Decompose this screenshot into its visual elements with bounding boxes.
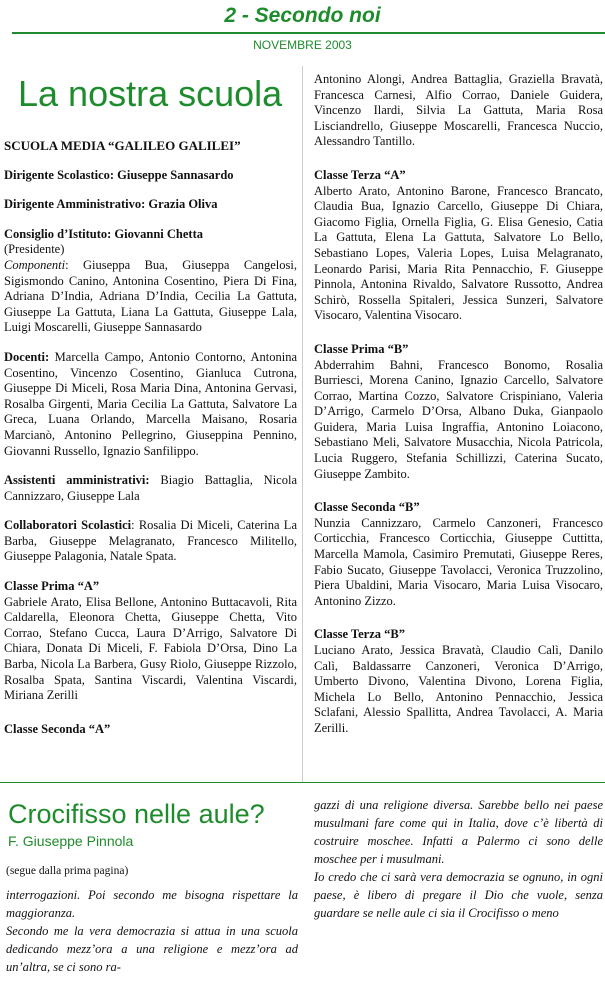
issue-date: NOVEMBRE 2003 bbox=[253, 38, 352, 52]
classe-3a-list: Alberto Arato, Antonino Barone, Francesco Brancato, Claudia Bua, Ignazio Carcello, Giuseppe Di Chiara, Giacomo Figlia, Ornella Figlia, G. Elisa Genesio, Catia La Gattuta, Elena La Gattuta, Salvatore Lo Bello, Sebastiano Lopes, Valeria Lopes, Luisa Melagranato, Leonardo Parisi, Maria Rita Pennacchio, F. Giuseppe Pinnola, Antonina Rivaldo, Salvatore Russotto, Andrea Schirò, Rossella Spitaleri, Jessica Sunzeri, Salvatore Visocaro, Valentina Visocaro. bbox=[314, 183, 603, 323]
classe-2b-heading: Classe Seconda “B” bbox=[314, 500, 420, 515]
article2-paragraph-2: Secondo me la vera democrazia si attua in una scuola dedicando mezz’ora a una religione e mezz’ora ad un’altra, se ci sono ra- bbox=[6, 924, 298, 974]
continued-note: (segue dalla prima pagina) bbox=[6, 865, 129, 877]
article2-author: F. Giuseppe Pinnola bbox=[8, 833, 134, 849]
classe-3b-heading: Classe Terza “B” bbox=[314, 627, 405, 642]
componenti-paragraph bbox=[4, 258, 297, 336]
assistenti-label: Assistenti amministrativi: bbox=[4, 473, 150, 488]
amministrativo-line: Dirigente Amministrativo: Grazia Oliva bbox=[4, 197, 218, 212]
assistenti-paragraph bbox=[4, 473, 297, 504]
classe-2b-list: Nunzia Cannizzaro, Carmelo Canzoneri, Francesco Corticchia, Francesco Corticchia, Giuseppe Cuttitta, Marcella Mamola, Casimiro Premutati, Giuseppe Reres, Fabio Sucato, Giuseppe Tavolacci, Veronica Truzzolino, Piera Ubaldini, Maria Visocaro, Maria Luisa Visocaro, Antonino Zizzo. bbox=[314, 515, 603, 608]
column-divider bbox=[302, 66, 303, 782]
article2-right-column bbox=[314, 796, 603, 922]
article2-paragraph-3: gazzi di una religione diversa. Sarebbe bello nei paese musulmani fare come qui in Italia, dove c’è libertà di costruire moschee. Infatti a Palermo ci sono delle moschee per i musulmani. bbox=[314, 798, 603, 866]
classe-1b-list: Abderrahim Bahni, Francesco Bonomo, Rosalia Burriesci, Morena Canino, Ignazio Carcello, Salvatore Corrao, Martina Cozzo, Salvatore Crispiniano, Valeria D’Arrigo, Carmelo D’Orsa, Albano Duka, Gianpaolo Guidera, Maria Luisa Ingraffia, Antonino Loiacono, Sebastiano Meli, Salvatore Musacchia, Nicola Patricola, Lucia Ruggero, Stefania Schillizzi, Caterina Sucato, Giuseppe Zambito. bbox=[314, 357, 603, 481]
classe-3a-heading: Classe Terza “A” bbox=[314, 167, 406, 182]
article2-paragraph-4: Io credo che ci sarà vera democrazia se ognuno, in ogni paese, è libero di pregare il Dio che vuole, senza guardare se nelle aule ci sia il Crocifisso o meno bbox=[314, 870, 603, 920]
article-right-column bbox=[314, 72, 603, 737]
section-title: 2 - Secondo noi bbox=[224, 4, 381, 27]
classe-1a-heading: Classe Prima “A” bbox=[4, 579, 100, 594]
classe-3b-list: Luciano Arato, Jessica Bravatà, Claudio Calì, Danilo Calì, Baldassarre Canzoneri, Veronica D’Arrigo, Umberto Divono, Valentina Divono, Lorena Figlia, Michela Lo Bello, Antonino Pennacchio, Jessica Sclafani, Alessio Spallitta, Andrea Tavolacci, A. Maria Zerilli. bbox=[314, 643, 603, 735]
article-separator bbox=[0, 782, 605, 783]
docenti-text: Marcella Campo, Antonio Contorno, Antonina Cosentino, Vincenzo Cosentino, Gianluca Cutrona, Giuseppe Di Miceli, Rosa Maria Dina, Antonina Gervasi, Rosalba Girgenti, Maria Cecilia La Gattuta, Salvatore La Greca, Luana Orlando, Marcella Maisano, Rosaria Marcianò, Antonino Pellegrino, Giuseppina Pennino, Giovanni Russello, Ignazio Sanfilippo. bbox=[4, 349, 297, 458]
collaboratori-text: : Rosalia Di Miceli, Caterina La Barba, Giuseppe Melagranato, Francesco Militello, Giuseppe Palagonia, Natale Spata. bbox=[4, 518, 297, 564]
collaboratori-label: Collaboratori Scolastici bbox=[4, 518, 132, 533]
classe-1b-heading: Classe Prima “B” bbox=[314, 341, 409, 356]
collaboratori-paragraph bbox=[4, 518, 297, 565]
docenti-paragraph bbox=[4, 350, 297, 459]
componenti-label: Componenti bbox=[4, 257, 66, 272]
school-name: SCUOLA MEDIA “GALILEO GALILEI” bbox=[4, 138, 241, 153]
consiglio-role: (Presidente) bbox=[4, 242, 65, 257]
componenti-text: : Giuseppa Bua, Giuseppa Cangelosi, Sigismondo Canino, Antonina Cosentino, Piera Di Fina, Adriana D’India, Adriana D’India, Cecilia La Gattuta, Giuseppe La Gattuta, Liana La Gattuta, Giuseppe Lala, Luigi Moscarelli, Giuseppe Sannasardo bbox=[4, 257, 297, 335]
docenti-label: Docenti: bbox=[4, 349, 50, 364]
classe-2a-list: Antonino Alongi, Andrea Battaglia, Graziella Bravatà, Francesca Carnesi, Alfio Corrao, Daniele Guidera, Vincenzo Ilardi, Silvia La Gattuta, Maria Rosa Lisciandrello, Giuseppe Moscarelli, Francesca Nuccio, Alessandro Tantillo. bbox=[314, 72, 603, 149]
classe-2a-heading: Classe Seconda “A” bbox=[4, 721, 111, 736]
header-divider bbox=[12, 32, 605, 34]
assistenti-text: Biagio Battaglia, Nicola Cannizzaro, Giuseppe Lala bbox=[4, 473, 297, 503]
article-left-column bbox=[4, 138, 297, 737]
consiglio-line: Consiglio d’Istituto: Giovanni Chetta bbox=[4, 226, 203, 241]
article-title: La nostra scuola bbox=[18, 73, 283, 114]
dirigente-line: Dirigente Scolastico: Giuseppe Sannasardo bbox=[4, 167, 234, 182]
article2-paragraph-1: interrogazioni. Poi secondo me bisogna rispettare la maggioranza. bbox=[6, 888, 298, 920]
article2-left-column bbox=[6, 862, 298, 976]
classe-1a-list: Gabriele Arato, Elisa Bellone, Antonino Buttacavoli, Rita Caldarella, Eleonora Chetta, Giuseppe Chetta, Vito Corrao, Stefano Cucca, Laura D’Arrigo, Salvatore Di Chiara, Donata Di Miceli, F. Fabiola D’Orsa, Dino La Barba, Nicola La Barbera, Gusy Riolo, Giuseppe Rizzolo, Rosalba Spata, Santina Viscardi, Valentina Viscardi, Miriana Zerilli bbox=[4, 594, 297, 703]
article2-title: Crocifisso nelle aule? bbox=[8, 799, 265, 829]
